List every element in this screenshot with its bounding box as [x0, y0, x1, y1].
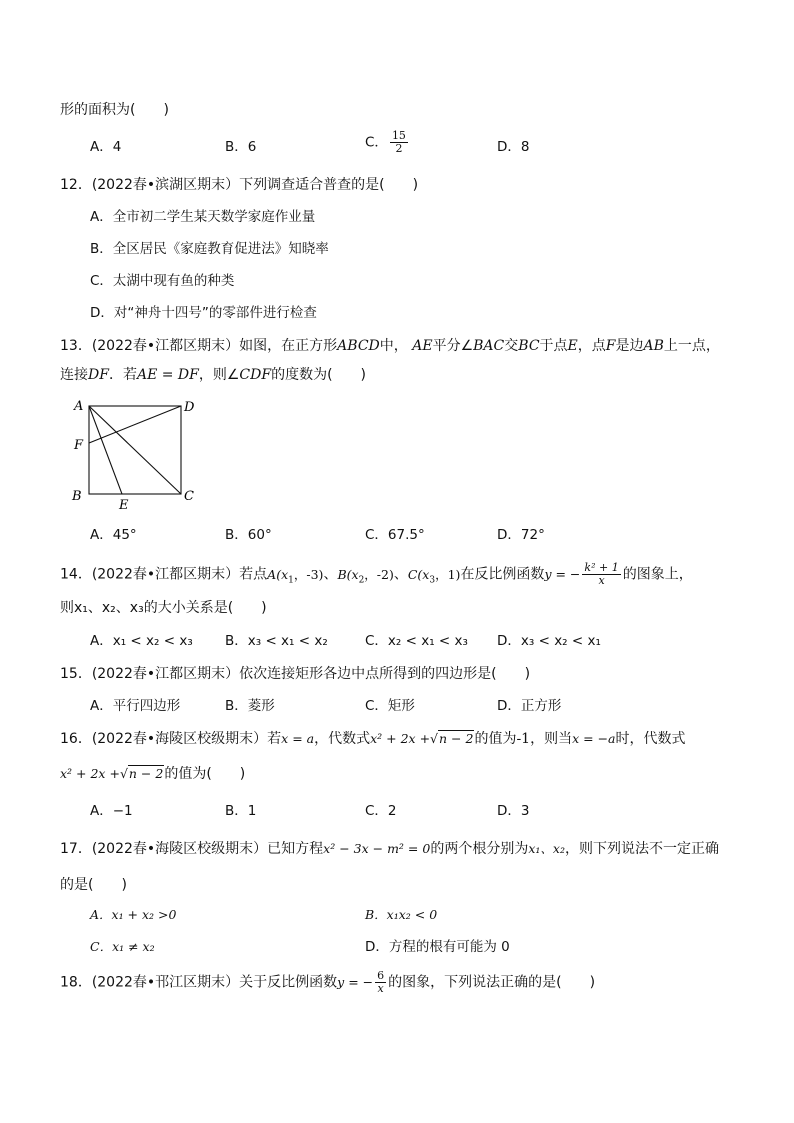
- q14-option-b: B．x₃ < x₁ < x₂: [225, 633, 328, 649]
- label-c: C: [184, 489, 194, 504]
- q17-option-d: D．方程的根有可能为 0: [365, 939, 510, 955]
- q13-option-d: D．72°: [497, 527, 545, 543]
- q11-option-a: A．4: [90, 139, 122, 155]
- q15-option-b: B．菱形: [225, 698, 275, 714]
- q11-option-c: C． $\frac{15}{2}$: [365, 129, 406, 155]
- q15-option-a: A．平行四边形: [90, 698, 181, 714]
- label-d: D: [184, 400, 195, 415]
- fraction: $\frac{15}{2}$: [391, 129, 406, 155]
- diagonal-ac: [89, 406, 181, 494]
- q17-option-b: B．x₁x₂ < 0: [365, 907, 438, 922]
- q13-stem-line2: 连接DF．若AE = DF，则∠CDF的度数为( ): [60, 367, 367, 383]
- q16-option-d: D．3: [497, 803, 530, 819]
- q16-option-b: B．1: [225, 803, 257, 819]
- q17-option-c: C．x₁ ≠ x₂: [90, 939, 155, 954]
- fraction: $\frac{\text{k² + 1}}{x}$: [584, 561, 619, 587]
- q17-stem-line2: 的是( ): [60, 877, 127, 893]
- q12-stem: 12．(2022春•滨湖区期末）下列调查适合普查的是( ): [60, 177, 419, 193]
- q12-option-d: D．对“神舟十四号”的零部件进行检查: [90, 305, 317, 321]
- q11-option-d: D．8: [497, 139, 530, 155]
- q15-option-d: D．正方形: [497, 698, 562, 714]
- q14-stem-line2: 则x₁、x₂、x₃的大小关系是( ): [60, 600, 267, 616]
- q16-stem-line2: x² + 2x +√n − 2的值为( ): [60, 766, 246, 782]
- label-f: F: [74, 438, 84, 453]
- label-b: B: [72, 489, 82, 504]
- q16-option-c: C．2: [365, 803, 397, 819]
- q13-option-c: C．67.5°: [365, 527, 425, 543]
- q17-option-a: A．x₁ + x₂ >0: [90, 907, 177, 922]
- q11-option-b: B．6: [225, 139, 257, 155]
- q11-tail: 形的面积为( ): [60, 102, 169, 118]
- q12-option-c: C．太湖中现有鱼的种类: [90, 273, 235, 289]
- q16-option-a: A．−1: [90, 803, 133, 819]
- label-e: E: [119, 498, 129, 513]
- q14-option-c: C．x₂ < x₁ < x₃: [365, 633, 468, 649]
- q13-option-a: A．45°: [90, 527, 137, 543]
- fraction: $\frac{6}{x}$: [377, 969, 385, 995]
- q18-stem: 18．(2022春•邗江区期末）关于反比例函数y = − $\frac{6}{x}$ 的图象，下列说法正确的是( ): [60, 969, 596, 995]
- q15-option-c: C．矩形: [365, 698, 415, 714]
- label-a: A: [74, 399, 84, 414]
- q12-option-a: A．全市初二学生某天数学家庭作业量: [90, 209, 316, 225]
- q17-stem-line1: 17．(2022春•海陵区校级期末）已知方程x² − 3x − m² = 0的两个根分别为x₁、x₂，则下列说法不一定正确: [60, 841, 719, 857]
- q14-stem-line1: 14．(2022春•江都区期末）若点$A(x_1$，-3)、$B(x_2$，-2)、$C(x_3$，1)在反比例函数y = − $\frac{\text{k² + 1}}{x}$ 的图象上，: [60, 561, 693, 587]
- segment-ae: [89, 406, 122, 494]
- segment-df: [89, 406, 181, 443]
- q13-stem-line1: 13．(2022春•江都区期末）如图，在正方形ABCD中， AE平分∠BAC交BC于点E，点F是边AB上一点，: [60, 338, 720, 354]
- q13-option-b: B．60°: [225, 527, 272, 543]
- q13-figure: [68, 396, 208, 514]
- q14-option-a: A．x₁ < x₂ < x₃: [90, 633, 193, 649]
- q16-stem-line1: 16．(2022春•海陵区校级期末）若x = a，代数式x² + 2x +√n − 2的值为-1，则当x = −a时，代数式: [60, 731, 686, 747]
- q14-option-d: D．x₃ < x₂ < x₁: [497, 633, 601, 649]
- q15-stem: 15．(2022春•江都区期末）依次连接矩形各边中点所得到的四边形是( ): [60, 666, 531, 682]
- q12-option-b: B．全区居民《家庭教育促进法》知晓率: [90, 241, 329, 257]
